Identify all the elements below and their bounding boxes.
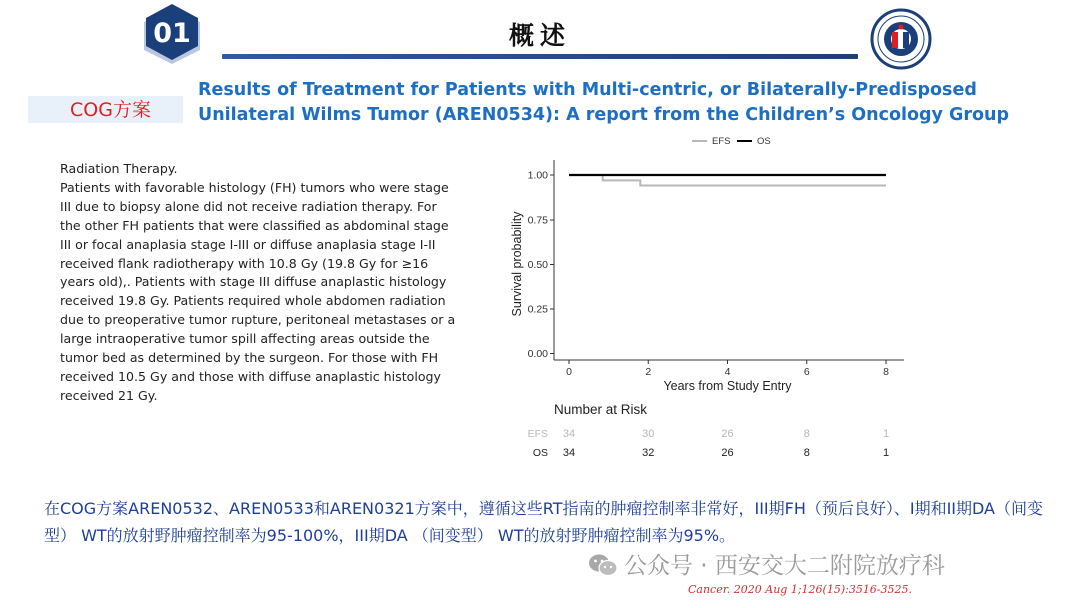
x-tick-label: 4: [724, 366, 731, 378]
risk-cell: 26: [721, 447, 734, 459]
risk-cell: 34: [562, 428, 576, 440]
risk-cell: 26: [721, 428, 734, 440]
body-heading: Radiation Therapy.: [60, 161, 178, 176]
y-tick-label: 0.00: [527, 348, 548, 360]
legend-efs-label: EFS: [712, 136, 731, 147]
radiation-therapy-text: [60, 160, 460, 406]
risk-row-efs: [528, 428, 889, 440]
title-divider: [222, 54, 858, 59]
kaplan-meier-chart: [490, 128, 920, 468]
y-tick-label: 0.25: [527, 303, 548, 316]
risk-cell: 34: [562, 447, 576, 459]
chart-legend: [692, 136, 771, 147]
x-axis-label: Years from Study Entry: [663, 379, 792, 393]
hospital-logo-icon: [870, 8, 932, 70]
y-tick-label: 0.50: [527, 259, 548, 271]
wechat-icon: [588, 552, 618, 578]
summary-text: 在COG方案AREN0532、AREN0533和AREN0321方案中，遵循这些RT指南的肿瘤控制率非常好，III期FH（预后良好）、I期和II期DA（间变型） WT的放射野肿瘤控制率为95-100%，III期DA （间变型） WT的放射野肿瘤控制率为95%。: [44, 499, 1044, 545]
risk-cell: 30: [642, 428, 655, 440]
page-title: 概述: [508, 21, 571, 50]
x-axis-ticks: [566, 360, 889, 378]
y-axis-ticks: [528, 170, 554, 361]
watermark-text: 公众号 · 西安交大二附院放疗科: [624, 553, 945, 579]
body-paragraph: Patients with favorable histology (FH) tumors who were stage III due to biopsy alone did not receive radiation therapy. For the other FH patients that were classified as abdominal stage III or focal anaplasia stage I-III or diffuse anaplasia stage I-II received flank radiotherapy with 10.8 Gy (19.8 Gy for ≥16 years old),. Patients with stage III diffuse anaplastic histology received 19.8 Gy. Patients required whole abdomen radiation due to preoperative tumor rupture, peritoneal metastases or a large intraoperative tumor spill affecting areas outside the tumor bed as determined by the surgeon. For those with FH received 10.5 Gy and those with diffuse anaplastic histology received 21 Gy.: [60, 179, 456, 403]
risk-cell: 8: [803, 447, 810, 459]
y-axis-label: Survival probability: [510, 211, 524, 317]
risk-cell: 1: [882, 447, 890, 459]
slide-number: 01: [153, 18, 191, 49]
x-tick-label: 8: [883, 366, 889, 378]
efs-survival-curve: [569, 175, 886, 186]
x-tick-label: 0: [566, 366, 572, 378]
cog-label: COG方案: [70, 99, 151, 121]
risk-cell: 32: [642, 447, 655, 459]
x-tick-label: 2: [645, 366, 652, 378]
x-tick-label: 6: [803, 366, 810, 378]
risk-table-title: Number at Risk: [554, 402, 648, 417]
slide-number-badge: [137, 2, 207, 68]
paper-title: Results of Treatment for Patients with Multi-centric, or Bilaterally-Predisposed Unilateral Wilms Tumor (AREN0534): A report from the Children’s Oncology Group: [198, 80, 1010, 125]
risk-cell: 1: [882, 428, 890, 440]
y-tick-label: 1.00: [527, 169, 548, 182]
legend-os-label: OS: [757, 136, 771, 147]
y-tick-label: 0.75: [527, 214, 548, 227]
risk-cell: 8: [803, 428, 810, 440]
risk-row-label: EFS: [527, 428, 548, 440]
risk-row-os: [533, 447, 889, 459]
risk-row-label: OS: [532, 447, 548, 459]
wechat-watermark: [588, 549, 1058, 583]
citation: Cancer. 2020 Aug 1;126(15):3516-3525.: [688, 583, 913, 596]
